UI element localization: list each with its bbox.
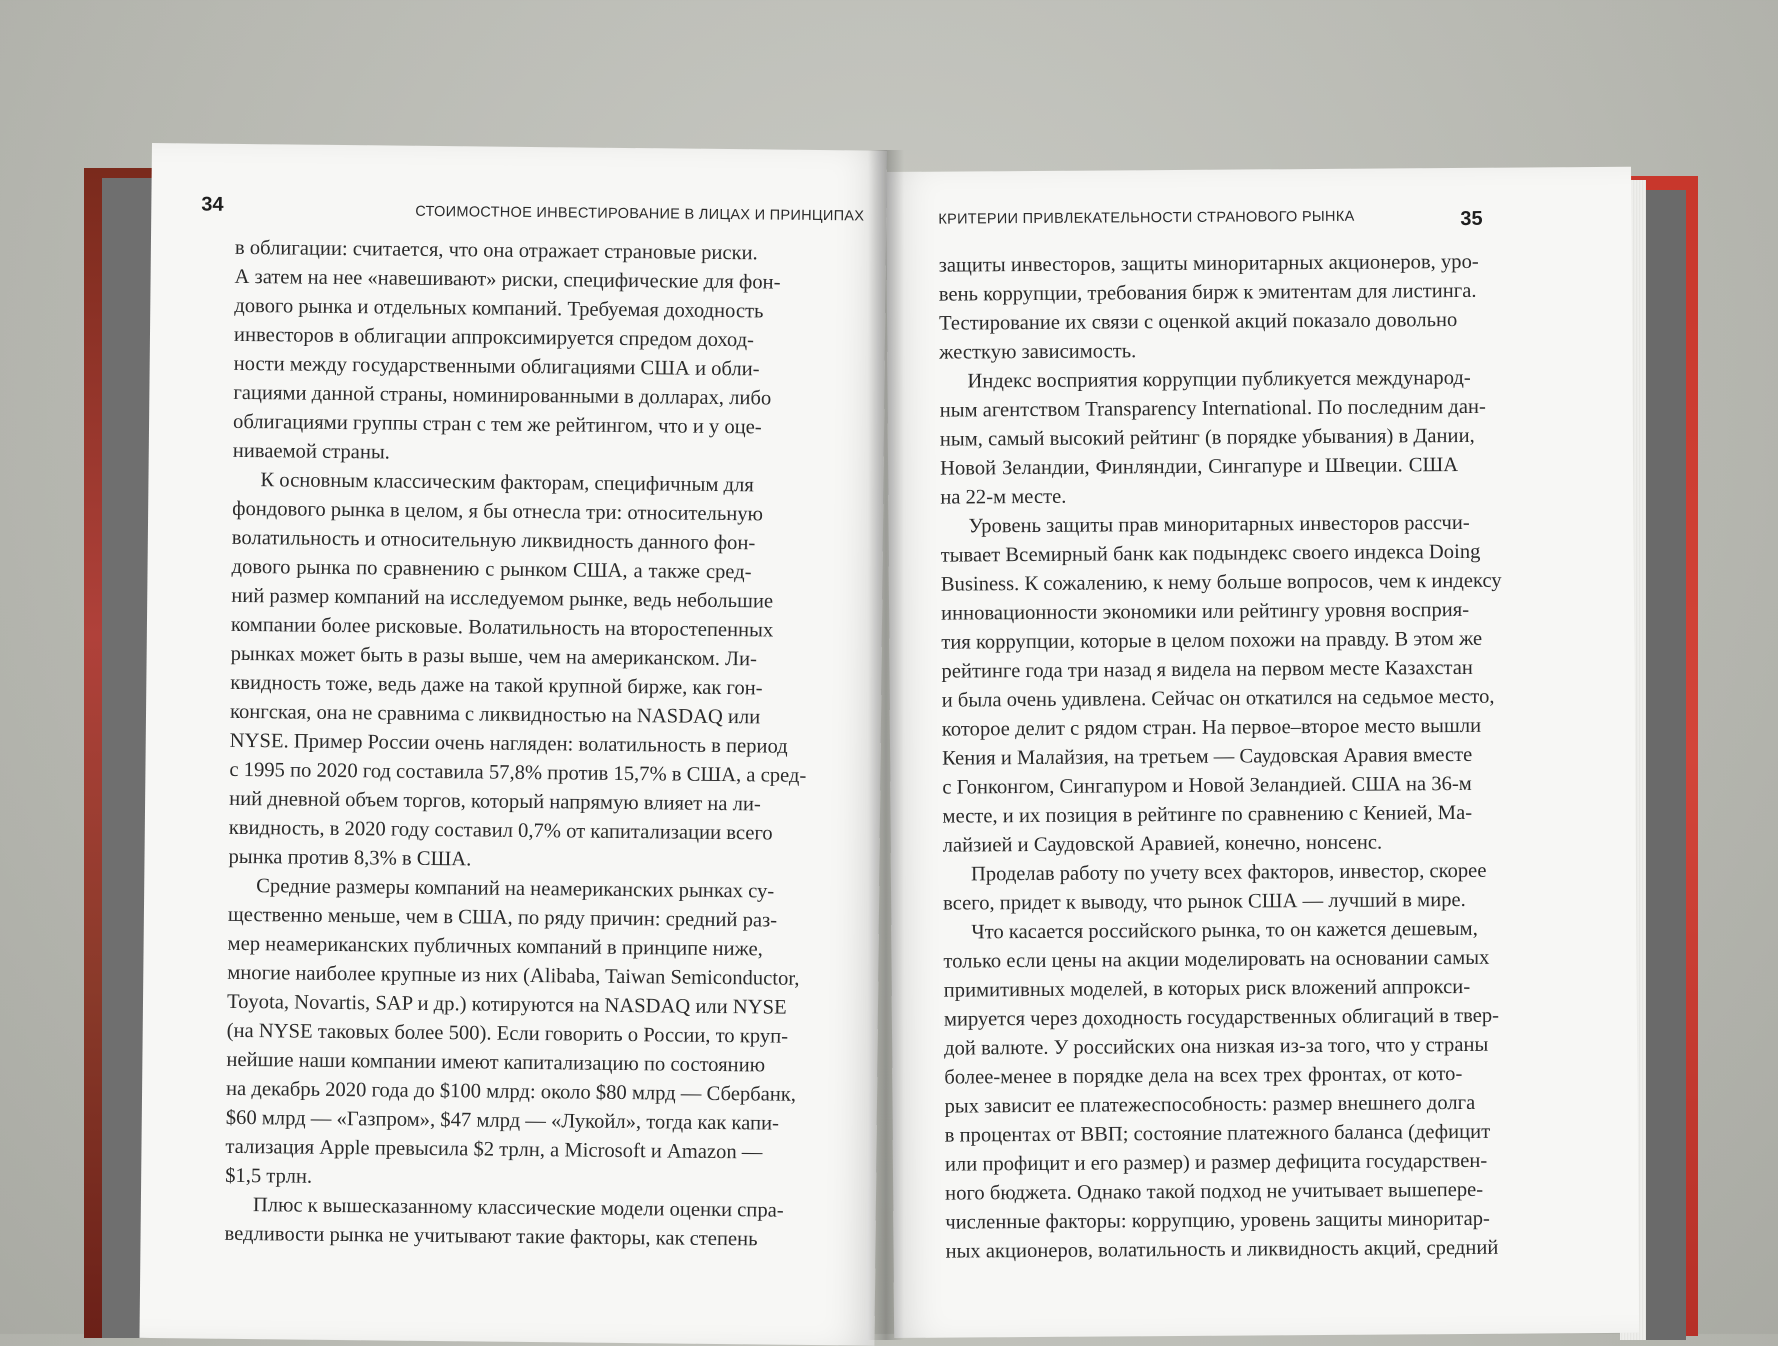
text-line: рых зависит ее платежеспособность: размер внешнего долга (944, 1091, 1476, 1118)
text-line: и была очень удивлена. Сейчас он откатился на седьмое место, (941, 685, 1495, 712)
text-line: Кения и Малайзия, на третьем — Саудовская Аравия вместе (942, 743, 1473, 770)
text-line: тывает Всемирный банк как подындекс своего индекса Doing (940, 540, 1481, 567)
text-line: ным, самый высокий рейтинг (в порядке убывания) в Дании, (939, 424, 1475, 451)
text-line: NYSE. Пример России очень нагляден: волатильность в период (229, 729, 788, 758)
text-line: защиты инвесторов, защиты миноритарных акционеров, уро- (938, 250, 1479, 277)
text-line: дового рынка и отдельных компаний. Требуемая доходность (234, 294, 764, 323)
text-line: дового рынка по сравнению с рынком США, а также сред- (231, 555, 752, 584)
text-line: Уровень защиты прав миноритарных инвесторов рассчи- (968, 511, 1470, 538)
text-line: инновационности экономики или рейтингу уровня восприя- (941, 598, 1470, 625)
page-number-left: 34 (201, 193, 224, 216)
text-line: ний размер компаний на исследуемом рынке, ведь небольшие (231, 584, 774, 613)
text-line: облигациями группы стран с тем же рейтингом, что и у оце- (232, 410, 762, 439)
running-head-left: СТОИМОСТНОЕ ИНВЕСТИРОВАНИЕ В ЛИЦАХ И ПРИНЦИПАХ (415, 203, 865, 225)
text-line: месте, и их позиция в рейтинге по сравнению с Кенией, Ма- (942, 801, 1473, 828)
text-line: в процентах от ВВП; состояние платежного баланса (дефицит (944, 1120, 1491, 1147)
text-line: Средние размеры компаний на неамериканских рынках су- (256, 875, 775, 903)
text-line: лайзией и Саудовской Аравией, конечно, нонсенс. (942, 831, 1383, 857)
text-line: рынках может быть в разы выше, чем на американском. Ли- (230, 642, 758, 671)
text-line: инвесторов в облигации аппроксимируется спредом доход- (233, 323, 755, 352)
text-line: Новой Зеландии, Финляндии, Сингапуре и Швеции. США (939, 454, 1459, 480)
text-line: рынка против 8,3% в США. (228, 845, 472, 871)
text-line: более-менее в порядке дела на всех трех фронтах, от кото- (944, 1062, 1463, 1089)
text-line: с 1995 по 2020 год составила 57,8% против 15,7% в США, а сред- (229, 758, 807, 787)
right-text-block (938, 248, 1502, 1267)
text-line: конгская, она не сравнима с ликвидностью на NASDAQ или (229, 700, 761, 729)
text-line: $60 млрд — «Газпром», $47 млрд — «Лукойл», тогда как капи- (225, 1106, 780, 1135)
text-line: Что касается российского рынка, то он кажется дешевым, (971, 917, 1478, 944)
text-line: К основным классическим факторам, специфичным для (260, 469, 754, 497)
text-line: Business. К сожалению, к нему больше вопросов, чем к индексу (940, 569, 1502, 596)
text-line: вень коррупции, требования бирж к эмитентам для листинга. (938, 279, 1477, 306)
text-line: Проделав работу по учету всех факторов, инвестор, скорее (970, 859, 1487, 886)
text-line: с Гонконгом, Сингапуром и Новой Зеландией. США на 36-м (942, 772, 1472, 799)
text-line: фондового рынка в целом, я бы отнесла три: относительную (232, 497, 764, 526)
text-line: ведливости рынка не учитывают такие факторы, как степень (224, 1222, 758, 1251)
text-line: Toyota, Novartis, SAP и др.) котируются на NASDAQ или NYSE (226, 990, 787, 1019)
text-line: Тестирование их связи с оценкой акций показало довольно (938, 309, 1458, 335)
text-line: в облигации: считается, что она отражает страновые риски. (234, 236, 758, 265)
text-line: всего, придет к выводу, что рынок США — лучший в мире. (943, 888, 1466, 915)
text-line: численные факторы: коррупцию, уровень защиты миноритар- (945, 1207, 1490, 1234)
text-line: гациями данной страны, номинированными в долларах, либо (233, 381, 772, 410)
text-line: мер неамериканских публичных компаний в принципе ниже, (227, 932, 763, 961)
text-line: рейтинге года три назад я видела на первом месте Казахстан (941, 656, 1473, 683)
running-head-right: КРИТЕРИИ ПРИВЛЕКАТЕЛЬНОСТИ СТРАНОВОГО РЫНКА (938, 208, 1355, 228)
text-line: примитивных моделей, в которых риск вложений аппрокси- (943, 975, 1471, 1002)
text-line: А затем на нее «навешивают» риски, специфические для фон- (234, 265, 781, 294)
left-page (139, 143, 886, 1346)
text-line: ным агентством Transparency International. По последним дан- (939, 395, 1486, 422)
text-line: компании более рисковые. Волатильность на второстепенных (230, 613, 774, 642)
spine-shadow (868, 150, 904, 1340)
text-line: тия коррупции, которые в целом похожи на правду. В этом же (941, 627, 1483, 654)
text-line: ного бюджета. Однако такой подход не учитывает вышепере- (945, 1178, 1484, 1205)
text-line: щественно меньше, чем в США, по ряду причин: средний раз- (227, 903, 778, 932)
text-line: на 22-м месте. (940, 485, 1067, 509)
text-line: нейшие наши компании имеют капитализацию по состоянию (226, 1048, 766, 1077)
text-line: $1,5 трлн. (225, 1164, 313, 1188)
text-line: тализация Apple превысила $2 трлн, а Microsoft и Amazon — (225, 1135, 763, 1164)
text-line: многие наиболее крупные из них (Alibaba, Taiwan Semiconductor, (227, 961, 800, 990)
text-line: или профицит и его размер) и размер дефицита государствен- (944, 1149, 1488, 1176)
text-line: ных акционеров, волатильность и ликвидность акций, средний (945, 1236, 1499, 1263)
text-line: (на NYSE таковых более 500). Если говорить о России, то круп- (226, 1019, 789, 1048)
text-line: Индекс восприятия коррупции публикуется международ- (967, 366, 1471, 393)
text-line: волатильность и относительную ликвидность данного фон- (231, 526, 756, 555)
text-line: ности между государственными облигациями США и обли- (233, 352, 760, 381)
text-line: дой валюте. У российских она низкая из-за того, что у страны (944, 1033, 1489, 1060)
text-line: ниваемой страны. (232, 439, 390, 464)
text-line: жесткую зависимость. (939, 340, 1137, 364)
text-line: квидность, в 2020 году составил 0,7% от капитализации всего (228, 816, 773, 845)
text-line: только если цены на акции моделировать на основании самых (943, 946, 1490, 973)
right-page (886, 167, 1639, 1338)
text-line: квидность тоже, ведь даже на такой крупной бирже, как гон- (230, 671, 763, 700)
text-line: ний дневной объем торгов, который напрямую влияет на ли- (229, 787, 761, 816)
page-number-right: 35 (1460, 207, 1483, 230)
text-line: на декабрь 2020 года до $100 млрд: около $80 млрд — Сбербанк, (225, 1077, 797, 1106)
text-line: мируется через доходность государственных облигаций в твер- (943, 1004, 1500, 1031)
text-line: которое делит с рядом стран. На первое–второе место вышли (941, 714, 1482, 741)
left-text-block (224, 234, 807, 1254)
text-line: Плюс к вышесказанному классические модели оценки спра- (252, 1194, 784, 1222)
